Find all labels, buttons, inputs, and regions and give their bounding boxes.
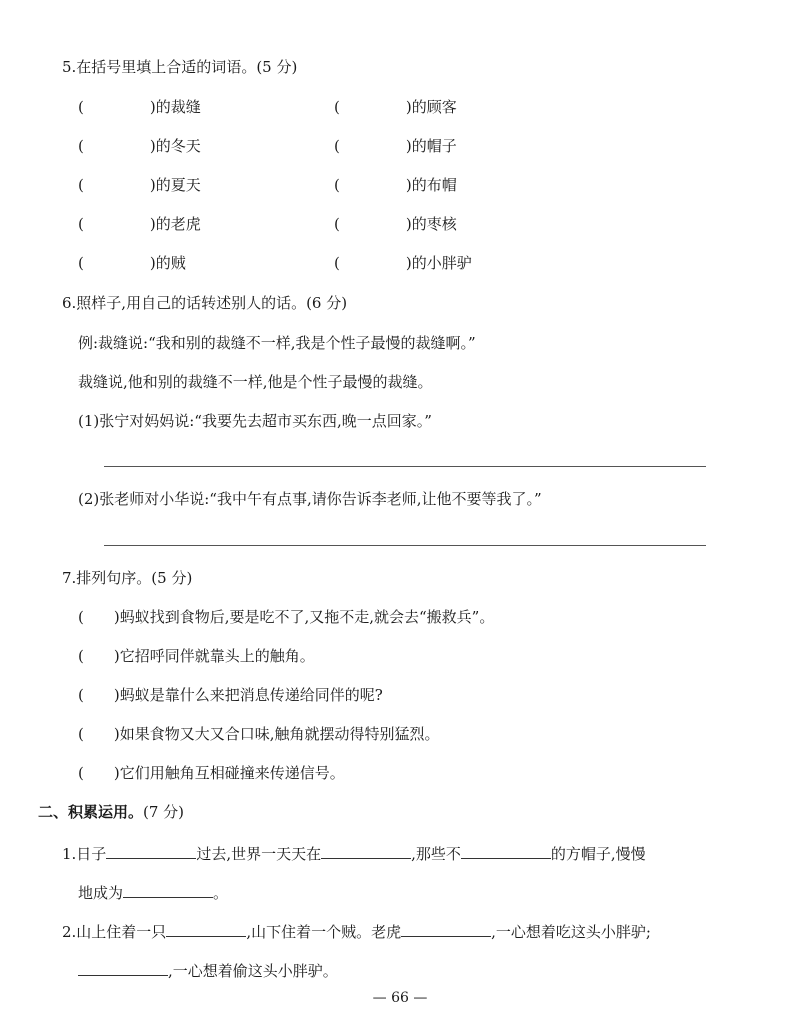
q6-item-1: (1)张宁对妈妈说:“我要先去超市买东西,晚一点回家。” <box>78 412 432 430</box>
q5-item-3-left: ( )的夏天 <box>78 176 201 194</box>
q6-item-2: (2)张老师对小华说:“我中午有点事,请你告诉李老师,让他不要等我了。” <box>78 490 542 508</box>
q5-item-1-left: ( )的裁缝 <box>78 98 201 116</box>
q5-item-5-left: ( )的贼 <box>78 254 186 272</box>
s2-q2-line-1: 2.山上住着一只 ,山下住着一个贼。老虎 ,一心想着吃这头小胖驴; <box>62 920 651 942</box>
q7-item-4: ( )如果食物又大又合口味,触角就摆动得特别猛烈。 <box>78 725 440 743</box>
q6-example-answer: 裁缝说,他和别的裁缝不一样,他是个性子最慢的裁缝。 <box>78 373 433 391</box>
q6-answer-line-2[interactable] <box>104 545 706 546</box>
s2-q1-blank-3[interactable] <box>461 842 551 859</box>
q7-item-2: ( )它招呼同伴就靠头上的触角。 <box>78 647 315 665</box>
q6-title: 6.照样子,用自己的话转述别人的话。(6 分) <box>62 294 348 312</box>
s2-q2-line-2: ,一心想着偷这头小胖驴。 <box>78 959 338 981</box>
q5-item-5-right: ( )的小胖驴 <box>334 254 472 272</box>
s2-q1-blank-1[interactable] <box>106 842 196 859</box>
s2-q1-line-2: 地成为 。 <box>78 881 228 903</box>
s2-q2-blank-1[interactable] <box>166 920 246 937</box>
s2-q2-blank-3[interactable] <box>78 959 168 976</box>
s2-q1-blank-2[interactable] <box>321 842 411 859</box>
q6-example: 例:裁缝说:“我和别的裁缝不一样,我是个性子最慢的裁缝啊。” <box>78 334 476 352</box>
section-2-title: 二、积累运用。(7 分) <box>38 803 185 821</box>
q5-item-4-left: ( )的老虎 <box>78 215 201 233</box>
q5-item-2-left: ( )的冬天 <box>78 137 201 155</box>
q7-title: 7.排列句序。(5 分) <box>62 569 193 587</box>
q5-item-1-right: ( )的顾客 <box>334 98 457 116</box>
q7-item-3: ( )蚂蚁是靠什么来把消息传递给同伴的呢? <box>78 686 383 704</box>
s2-q2-blank-2[interactable] <box>401 920 491 937</box>
q6-answer-line-1[interactable] <box>104 466 706 467</box>
q7-item-1: ( )蚂蚁找到食物后,要是吃不了,又拖不走,就会去“搬救兵”。 <box>78 608 495 626</box>
q5-item-4-right: ( )的枣核 <box>334 215 457 233</box>
q7-item-5: ( )它们用触角互相碰撞来传递信号。 <box>78 764 345 782</box>
q5-item-3-right: ( )的布帽 <box>334 176 457 194</box>
q5-item-2-right: ( )的帽子 <box>334 137 457 155</box>
q5-title: 5.在括号里填上合适的词语。(5 分) <box>62 58 298 76</box>
page-number: — 66 — <box>372 990 428 1006</box>
s2-q1-blank-4[interactable] <box>123 881 213 898</box>
s2-q1-line-1: 1.日子 过去,世界一天天在 ,那些不 的方帽子,慢慢 <box>62 842 646 864</box>
